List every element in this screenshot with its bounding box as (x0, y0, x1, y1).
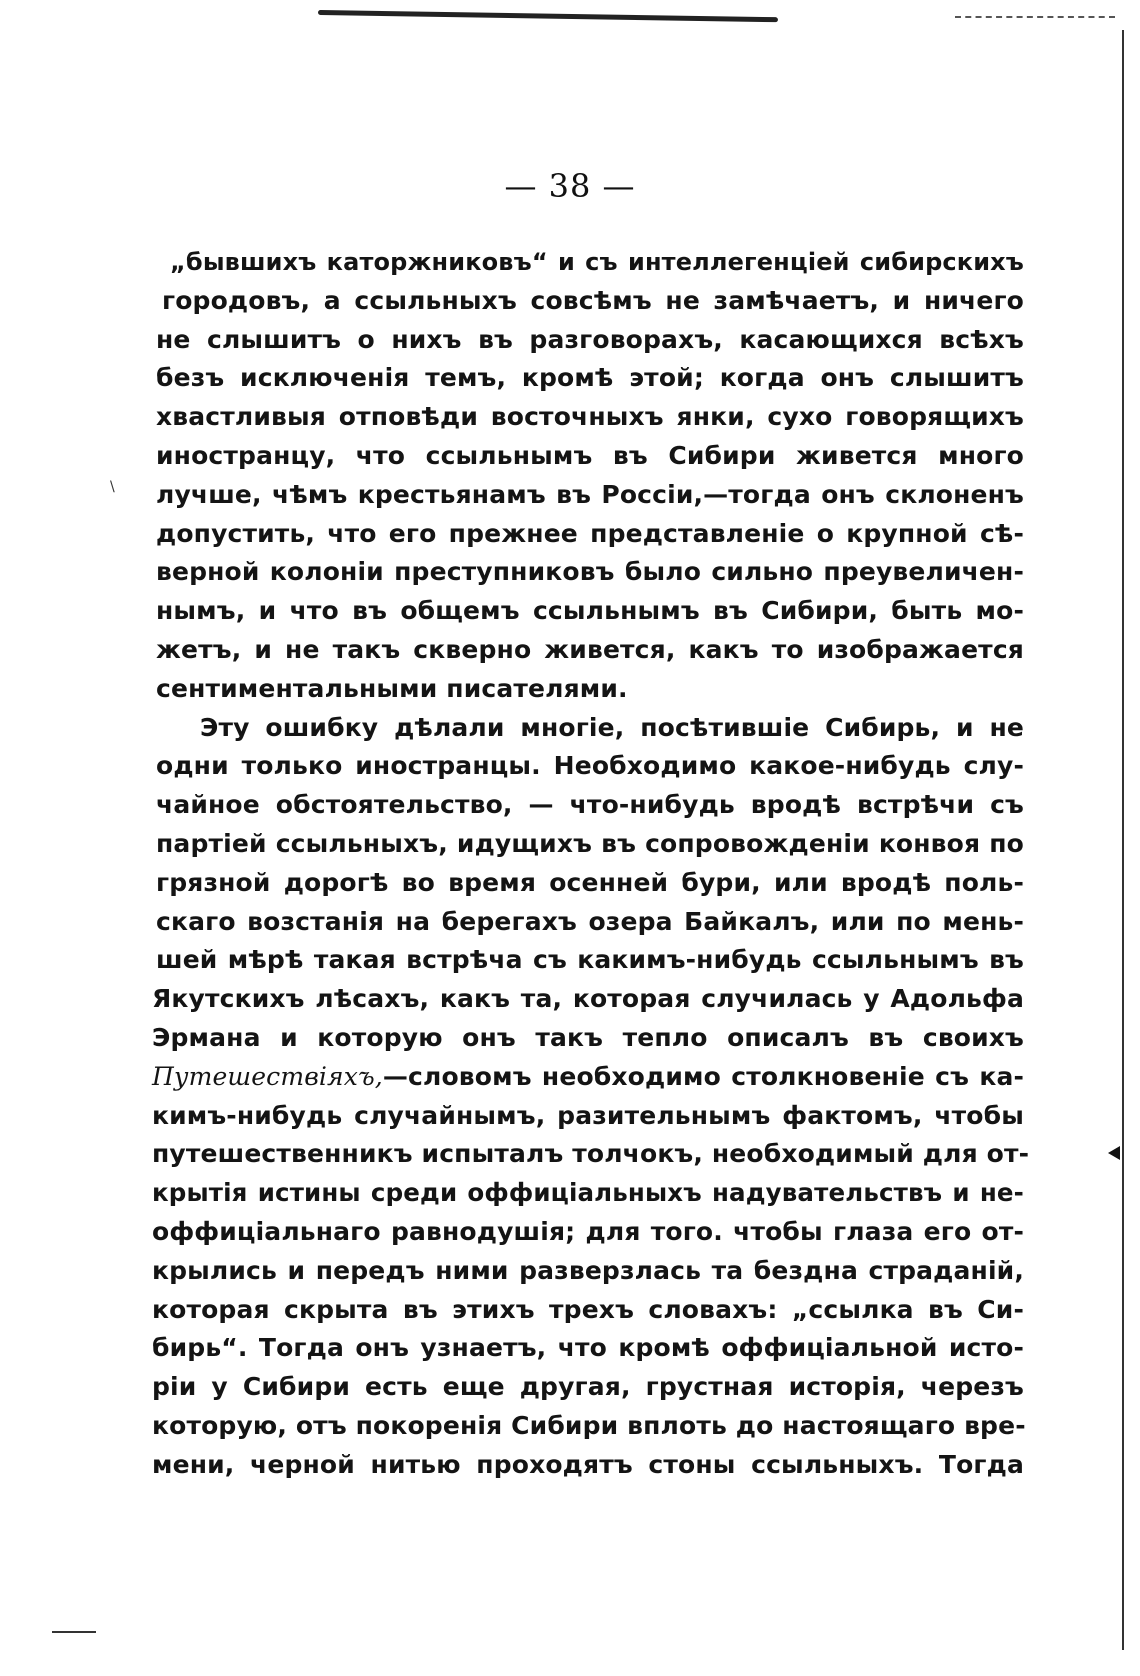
text-line: иностранцу, что ссыльнымъ въ Сибири живется много (156, 440, 1024, 470)
text-line: партіей ссыльныхъ, идущихъ въ сопровожденіи конвоя по (156, 828, 1024, 858)
text-line: допустить, что его прежнее представленіе о крупной сѣ- (156, 518, 1024, 548)
text-line: нымъ, и что въ общемъ ссыльнымъ въ Сибири, быть мо- (156, 596, 1024, 626)
text-line: которая скрыта въ этихъ трехъ словахъ: „ссылка въ Си- (152, 1294, 1024, 1324)
text-line: крылись и передъ ними разверзлась та бездна страданій, (152, 1255, 1024, 1285)
text-line: городовъ, а ссыльныхъ совсѣмъ не замѣчаетъ, и ничего (162, 285, 1024, 315)
paragraph-1 (152, 243, 1024, 709)
page-number: — 38 — (504, 167, 636, 205)
text-line: шей мѣрѣ такая встрѣча съ какимъ-нибудь ссыльнымъ въ (156, 945, 1024, 975)
text-line: жетъ, и не такъ скверно живется, какъ то изображается (156, 634, 1024, 664)
text-line: кимъ-нибудь случайнымъ, разительнымъ фактомъ, чтобы (152, 1100, 1024, 1130)
text-line: сентиментальными писателями. (156, 673, 628, 703)
text-line: Эрмана и которую онъ такъ тепло описалъ въ своихъ (152, 1022, 1024, 1052)
text-line: одни только иностранцы. Необходимо какое-нибудь слу- (156, 751, 1024, 781)
right-margin-arrow-icon (1108, 1146, 1120, 1160)
top-right-scan-mark (955, 16, 1115, 18)
text-line: Эту ошибку дѣлали многіе, посѣтившіе Сибирь, и не (200, 712, 1024, 742)
text-line: путешественникъ испыталъ толчокъ, необходимый для от- (152, 1139, 1030, 1169)
text-line: которую, отъ покоренія Сибири вплоть до настоящаго вре- (152, 1410, 1026, 1440)
text-line: безъ исключенія темъ, кромѣ этой; когда онъ слышитъ (156, 363, 1024, 393)
text-line: оффиціальнаго равнодушія; для того. чтобы глаза его от- (152, 1216, 1024, 1246)
text-line: чайное обстоятельство, — что-нибудь вродѣ встрѣчи съ (156, 790, 1024, 820)
right-page-edge (1122, 30, 1124, 1650)
text-line-rest: —словомъ необходимо столкновеніе съ ка- (382, 1061, 1024, 1091)
text-line: грязной дорогѣ во время осенней бури, или вродѣ поль- (156, 867, 1024, 897)
left-margin-tick-mark: \ (110, 479, 115, 495)
text-line: ріи у Сибири есть еще другая, грустная исторія, черезъ (152, 1372, 1024, 1402)
text-line: скаго возстанія на берегахъ озера Байкалъ, или по мень- (156, 906, 1024, 936)
text-line: хвастливыя отповѣди восточныхъ янки, сухо говорящихъ (156, 402, 1024, 432)
text-line: лучше, чѣмъ крестьянамъ въ Россіи,—тогда онъ склоненъ (156, 479, 1024, 509)
italic-book-title: Путешествіяхъ, (152, 1061, 383, 1091)
paragraph-2 (152, 709, 1030, 1485)
text-line: мени, черной нитью проходятъ стоны ссыльныхъ. Тогда (152, 1449, 1024, 1479)
text-line: не слышитъ о нихъ въ разговорахъ, касающихся всѣхъ (156, 324, 1024, 354)
text-line: крытія истины среди оффиціальныхъ надувательствъ и не- (152, 1178, 1024, 1208)
text-line: „бывшихъ каторжниковъ“ и съ интеллегенціей сибирскихъ (170, 248, 1024, 276)
text-line-with-italic (152, 1058, 1024, 1097)
top-scan-rule (318, 10, 778, 22)
text-line: Якутскихъ лѣсахъ, какъ та, которая случилась у Адольфа (152, 984, 1024, 1014)
text-line: бирь“. Тогда онъ узнаетъ, что кромѣ оффиціальной исто- (152, 1333, 1024, 1363)
body-text (152, 243, 1030, 1485)
bottom-left-scan-mark (52, 1631, 96, 1633)
text-line: верной колоніи преступниковъ было сильно преувеличен- (156, 557, 1024, 587)
